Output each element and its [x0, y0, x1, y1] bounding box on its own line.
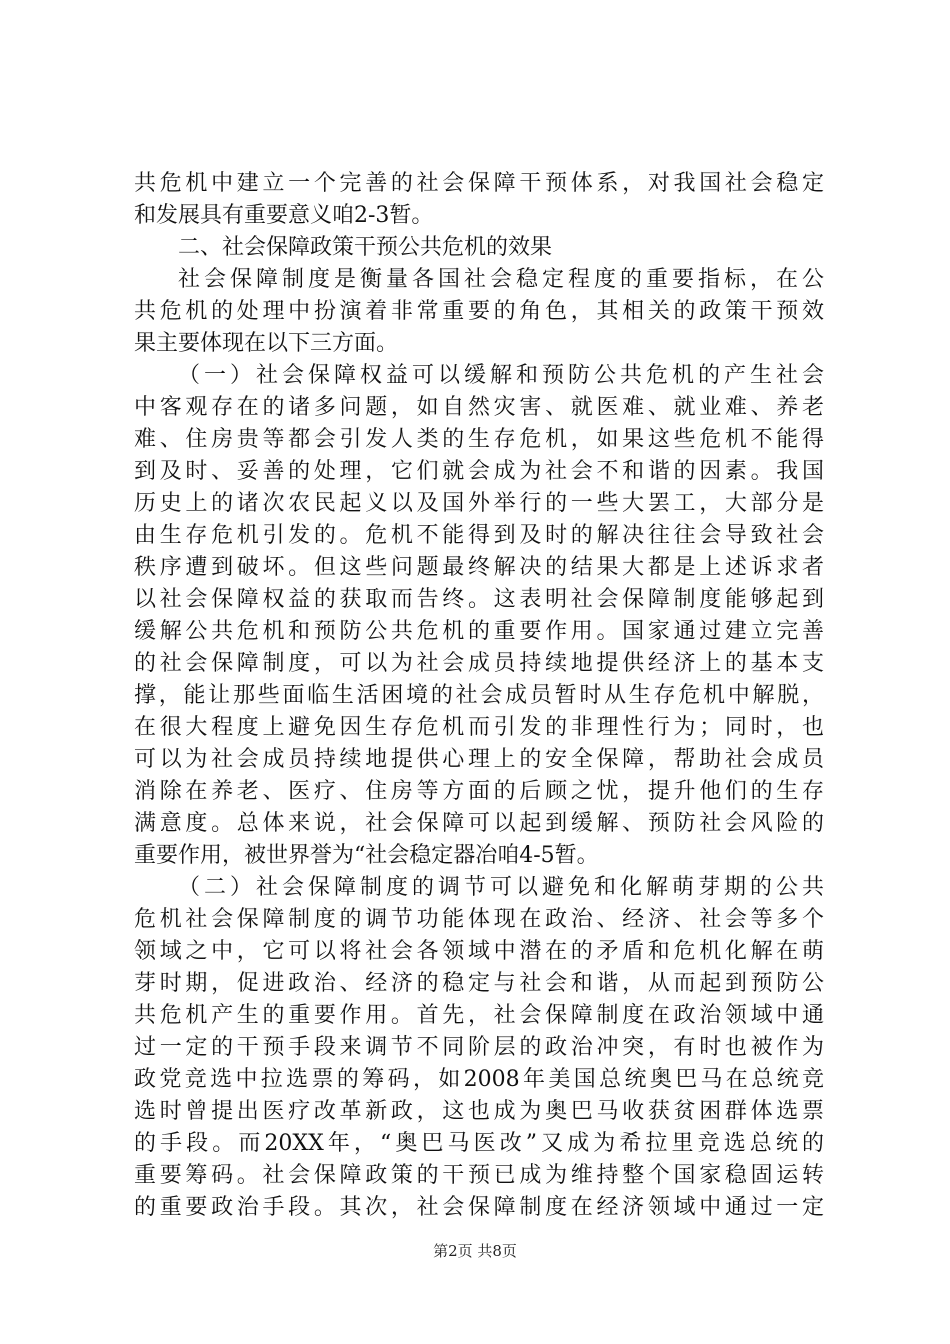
paragraph-line: 消除在养老、医疗、住房等方面的后顾之忧，提升他们的生存 [134, 779, 824, 804]
paragraph-line: 满意度。总体来说，社会保障可以起到缓解、预防社会风险的 [134, 811, 824, 836]
paragraph-line: 可以为社会成员持续地提供心理上的安全保障，帮助社会成员 [134, 747, 824, 772]
paragraph-line: 选时曾提出医疗改革新政，这也成为奥巴马收获贫困群体选票 [134, 1099, 824, 1124]
paragraph-line: 社会保障制度是衡量各国社会稳定程度的重要指标，在公 [178, 267, 824, 292]
paragraph-line: 秩序遭到破坏。但这些问题最终解决的结果大都是上述诉求者 [134, 555, 824, 580]
paragraph-line: 危机社会保障制度的调节功能体现在政治、经济、社会等多个 [134, 907, 824, 932]
paragraph-line: 撑，能让那些面临生活困境的社会成员暂时从生存危机中解脱， [134, 683, 824, 708]
paragraph-line: 重要作用，被世界誉为“社会稳定器冶咱4-5暂。 [134, 843, 599, 868]
paragraph-line: 以社会保障权益的获取而告终。这表明社会保障制度能够起到 [134, 587, 824, 612]
paragraph-line: 共危机中建立一个完善的社会保障干预体系，对我国社会稳定 [134, 171, 824, 196]
paragraph-line: 和发展具有重要意义咱2-3暂。 [134, 203, 434, 228]
paragraph-line: 由生存危机引发的。危机不能得到及时的解决往往会导致社会 [134, 523, 824, 548]
paragraph-line: （一）社会保障权益可以缓解和预防公共危机的产生社会 [178, 363, 824, 388]
paragraph-line: 共危机产生的重要作用。首先，社会保障制度在政治领域中通 [134, 1003, 824, 1028]
paragraph-line: 芽时期，促进政治、经济的稳定与社会和谐，从而起到预防公 [134, 971, 824, 996]
section-heading-line: 二、社会保障政策干预公共危机的效果 [178, 235, 553, 260]
paragraph-line: 到及时、妥善的处理，它们就会成为社会不和谐的因素。我国 [134, 459, 824, 484]
paragraph-line: 中客观存在的诸多问题，如自然灾害、就医难、就业难、养老 [134, 395, 824, 420]
page-footer: 第2页 共8页 [433, 1242, 517, 1260]
paragraph-line: 在很大程度上避免因生存危机而引发的非理性行为；同时，也 [134, 715, 824, 740]
paragraph-line: （二）社会保障制度的调节可以避免和化解萌芽期的公共 [178, 875, 824, 900]
paragraph-line: 共危机的处理中扮演着非常重要的角色，其相关的政策干预效 [134, 299, 824, 324]
paragraph-line: 果主要体现在以下三方面。 [134, 331, 399, 356]
paragraph-line: 政党竞选中拉选票的筹码，如2008年美国总统奥巴马在总统竞 [134, 1067, 824, 1092]
paragraph-line: 难、住房贵等都会引发人类的生存危机，如果这些危机不能得 [134, 427, 824, 452]
paragraph-line: 缓解公共危机和预防公共危机的重要作用。国家通过建立完善 [134, 619, 824, 644]
paragraph-line: 重要筹码。社会保障政策的干预已成为维持整个国家稳固运转 [134, 1163, 824, 1188]
paragraph-line: 历史上的诸次农民起义以及国外举行的一些大罢工，大部分是 [134, 491, 824, 516]
paragraph-line: 的手段。而20XX年，“奥巴马医改”又成为希拉里竞选总统的 [134, 1131, 824, 1156]
paragraph-line: 的重要政治手段。其次，社会保障制度在经济领域中通过一定 [134, 1195, 824, 1220]
paragraph-line: 领域之中，它可以将社会各领域中潜在的矛盾和危机化解在萌 [134, 939, 824, 964]
document-body [134, 168, 824, 1224]
paragraph-line: 过一定的干预手段来调节不同阶层的政治冲突，有时也被作为 [134, 1035, 824, 1060]
paragraph-line: 的社会保障制度，可以为社会成员持续地提供经济上的基本支 [134, 651, 824, 676]
